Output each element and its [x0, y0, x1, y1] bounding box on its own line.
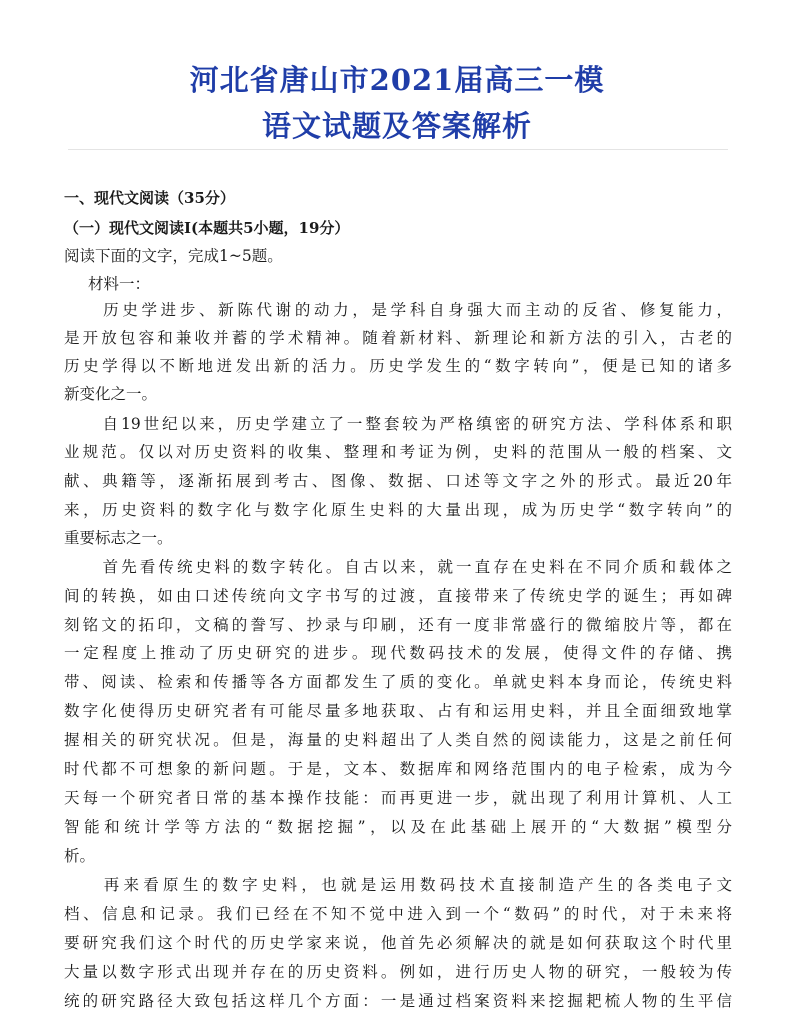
paragraph-line: 重要标志之一。: [64, 529, 173, 547]
paragraph-line: 数字化使得历史研究者有可能尽量多地获取、占有和运用史料，并且全面细致地掌: [64, 702, 732, 720]
paragraph-line: 档、信息和记录。我们已经在不知不觉中进入到一个“数码”的时代，对于未来将: [64, 905, 732, 923]
paragraph-line: 带、阅读、检索和传播等各方面都发生了质的变化。单就史料本身而论，传统史料: [64, 673, 732, 691]
paragraph-line: 是开放包容和兼收并蓄的学术精神。随着新材料、新理论和新方法的引入，古老的: [64, 329, 732, 347]
paragraph-line: 业规范。仅以对历史资料的收集、整理和考证为例，史料的范围从一般的档案、文: [64, 443, 732, 461]
paragraph-line: 大量以数字形式出现并存在的历史资料。例如，进行历史人物的研究，一般较为传: [64, 963, 732, 981]
paragraph-line: 时代都不可想象的新问题。于是，文本、数据库和网络范围内的电子检索，成为今: [64, 760, 732, 778]
paragraph-line: 析。: [64, 847, 96, 865]
paragraph-line: 新变化之一。: [64, 385, 158, 403]
paragraph-line: 献、典籍等，逐渐拓展到考古、图像、数据、口述等文字之外的形式。最近20年: [64, 472, 732, 490]
paragraph-line: 天每一个研究者日常的基本操作技能：而再更进一步，就出现了利用计算机、人工: [64, 789, 732, 807]
subsection-heading: （一）现代文阅读Ⅰ(本题共5小题，19分）: [64, 219, 350, 237]
paragraph-line: 再来看原生的数字史料，也就是运用数码技术直接制造产生的各类电子文: [84, 876, 732, 894]
paragraph-line: 刻铭文的拓印，文稿的誊写、抄录与印刷，还有一度非常盛行的微缩胶片等，都在: [64, 616, 732, 634]
paragraph-line: 统的研究路径大致包括这样几个方面：一是通过档案资料来挖掘耙梳人物的生平信: [64, 992, 732, 1010]
paragraph-line: 握相关的研究状况。但是，海量的史料超出了人类自然的阅读能力，这是之前任何: [64, 731, 732, 749]
section-heading: 一、现代文阅读（35分）: [64, 189, 235, 207]
paragraph-line: 要研究我们这个时代的历史学家来说，他首先必须解决的就是如何获取这个时代里: [64, 934, 732, 952]
document-subtitle: 语文试题及答案解析: [261, 109, 532, 143]
title-divider: [68, 149, 728, 150]
paragraph-line: 历史学得以不断地迸发出新的活力。历史学发生的“数字转向”，便是已知的诸多: [64, 357, 732, 375]
paragraph-line: 来，历史资料的数字化与数字化原生史料的大量出现，成为历史学“数字转向”的: [64, 501, 732, 519]
paragraph-line: 首先看传统史料的数字转化。自古以来，就一直存在史料在不同介质和载体之: [84, 558, 732, 576]
document-title: 河北省唐山市2021届高三一模: [189, 63, 605, 97]
paragraph-line: 历史学进步、新陈代谢的动力，是学科自身强大而主动的反省、修复能力，: [84, 301, 732, 319]
paragraph-line: 一定程度上推动了历史研究的进步。现代数码技术的发展，使得文件的存储、携: [64, 644, 732, 662]
paragraph-line: 间的转换，如由口述传统向文字书写的过渡，直接带来了传统史学的诞生；再如碑: [64, 587, 732, 605]
paragraph-line: 智能和统计学等方法的“数据挖掘”，以及在此基础上展开的“大数据”模型分: [64, 818, 732, 836]
instruction-text: 阅读下面的文字，完成1~5题。: [64, 247, 283, 265]
material-label: 材料一：: [88, 275, 151, 293]
paragraph-line: 自19世纪以来，历史学建立了一整套较为严格缜密的研究方法、学科体系和职: [84, 415, 732, 433]
